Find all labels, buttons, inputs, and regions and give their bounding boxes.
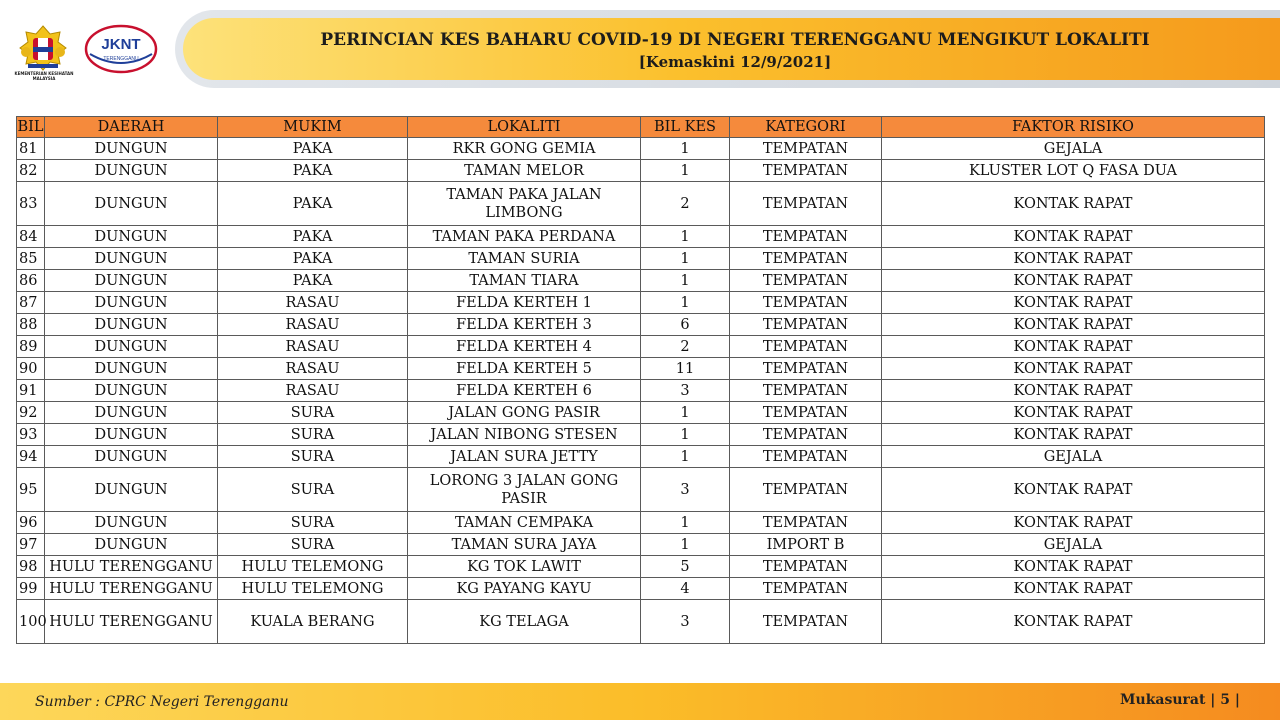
cell-daerah: DUNGUN: [45, 380, 218, 402]
cell-lokaliti: FELDA KERTEH 3: [408, 314, 641, 336]
cell-daerah: DUNGUN: [45, 182, 218, 226]
cell-lokaliti: KG PAYANG KAYU: [408, 578, 641, 600]
table-row: [17, 226, 1265, 248]
cell-daerah: DUNGUN: [45, 512, 218, 534]
cell-bil: 96: [17, 512, 45, 534]
cell-bil-kes: 1: [641, 248, 730, 270]
cell-bil: 85: [17, 248, 45, 270]
table-row: [17, 600, 1265, 644]
jknt-logo-text: JKNT: [101, 36, 141, 53]
cell-kategori: TEMPATAN: [730, 556, 882, 578]
cell-daerah: DUNGUN: [45, 270, 218, 292]
cell-bil: 90: [17, 358, 45, 380]
cell-daerah: HULU TERENGGANU: [45, 578, 218, 600]
cell-faktor-risiko: KONTAK RAPAT: [882, 226, 1265, 248]
cell-daerah: DUNGUN: [45, 534, 218, 556]
cell-bil-kes: 1: [641, 226, 730, 248]
cell-bil-kes: 1: [641, 512, 730, 534]
cell-lokaliti: FELDA KERTEH 6: [408, 380, 641, 402]
cell-lokaliti: FELDA KERTEH 5: [408, 358, 641, 380]
cell-daerah: DUNGUN: [45, 226, 218, 248]
cell-bil: 95: [17, 468, 45, 512]
cell-mukim: SURA: [218, 468, 408, 512]
cell-lokaliti: TAMAN SURA JAYA: [408, 534, 641, 556]
cell-faktor-risiko: KONTAK RAPAT: [882, 182, 1265, 226]
cell-mukim: SURA: [218, 402, 408, 424]
cell-bil-kes: 1: [641, 534, 730, 556]
page-label: Mukasurat: [1120, 692, 1206, 708]
cell-kategori: TEMPATAN: [730, 424, 882, 446]
cell-bil: 84: [17, 226, 45, 248]
cell-kategori: TEMPATAN: [730, 578, 882, 600]
cell-mukim: RASAU: [218, 314, 408, 336]
cell-daerah: DUNGUN: [45, 402, 218, 424]
cell-mukim: SURA: [218, 534, 408, 556]
cell-daerah: HULU TERENGGANU: [45, 556, 218, 578]
cell-kategori: TEMPATAN: [730, 600, 882, 644]
cell-mukim: KUALA BERANG: [218, 600, 408, 644]
cell-kategori: TEMPATAN: [730, 226, 882, 248]
cell-bil-kes: 1: [641, 292, 730, 314]
kkm-logo-caption: KEMENTERIAN KESIHATAN MALAYSIA: [14, 71, 74, 81]
cell-mukim: SURA: [218, 512, 408, 534]
cell-bil-kes: 1: [641, 446, 730, 468]
cell-bil: 86: [17, 270, 45, 292]
cell-faktor-risiko: KLUSTER LOT Q FASA DUA: [882, 160, 1265, 182]
cell-daerah: DUNGUN: [45, 292, 218, 314]
cell-lokaliti: JALAN GONG PASIR: [408, 402, 641, 424]
cell-kategori: TEMPATAN: [730, 138, 882, 160]
cell-mukim: PAKA: [218, 182, 408, 226]
cell-lokaliti: JALAN NIBONG STESEN: [408, 424, 641, 446]
jknt-logo: [84, 24, 158, 74]
table-row: [17, 248, 1265, 270]
cell-mukim: RASAU: [218, 358, 408, 380]
cell-kategori: TEMPATAN: [730, 292, 882, 314]
cell-mukim: PAKA: [218, 248, 408, 270]
cell-bil-kes: 6: [641, 314, 730, 336]
table-row: [17, 424, 1265, 446]
cell-daerah: DUNGUN: [45, 446, 218, 468]
cell-daerah: DUNGUN: [45, 160, 218, 182]
cell-mukim: PAKA: [218, 138, 408, 160]
cell-bil: 88: [17, 314, 45, 336]
cell-faktor-risiko: KONTAK RAPAT: [882, 358, 1265, 380]
cell-kategori: TEMPATAN: [730, 380, 882, 402]
cell-faktor-risiko: KONTAK RAPAT: [882, 380, 1265, 402]
cell-daerah: HULU TERENGGANU: [45, 600, 218, 644]
cell-lokaliti: FELDA KERTEH 1: [408, 292, 641, 314]
cell-faktor-risiko: GEJALA: [882, 138, 1265, 160]
cell-faktor-risiko: KONTAK RAPAT: [882, 512, 1265, 534]
cell-lokaliti: JALAN SURA JETTY: [408, 446, 641, 468]
table-row: [17, 138, 1265, 160]
column-header-daerah: DAERAH: [45, 117, 218, 138]
cell-faktor-risiko: KONTAK RAPAT: [882, 248, 1265, 270]
cell-kategori: TEMPATAN: [730, 248, 882, 270]
cell-daerah: DUNGUN: [45, 138, 218, 160]
cell-bil: 83: [17, 182, 45, 226]
cell-faktor-risiko: KONTAK RAPAT: [882, 468, 1265, 512]
column-header-bil-kes: BIL KES: [641, 117, 730, 138]
cell-daerah: DUNGUN: [45, 248, 218, 270]
cell-lokaliti: TAMAN MELOR: [408, 160, 641, 182]
cell-bil: 91: [17, 380, 45, 402]
cell-lokaliti: TAMAN SURIA: [408, 248, 641, 270]
cell-bil: 93: [17, 424, 45, 446]
cell-faktor-risiko: KONTAK RAPAT: [882, 424, 1265, 446]
cell-lokaliti: TAMAN CEMPAKA: [408, 512, 641, 534]
cell-bil: 81: [17, 138, 45, 160]
table-row: [17, 556, 1265, 578]
cell-lokaliti: TAMAN TIARA: [408, 270, 641, 292]
cell-mukim: RASAU: [218, 336, 408, 358]
cell-mukim: SURA: [218, 446, 408, 468]
table-row: [17, 578, 1265, 600]
table-row: [17, 314, 1265, 336]
cell-bil: 82: [17, 160, 45, 182]
table-row: [17, 270, 1265, 292]
cell-faktor-risiko: KONTAK RAPAT: [882, 336, 1265, 358]
cell-lokaliti: KG TOK LAWIT: [408, 556, 641, 578]
cell-kategori: TEMPATAN: [730, 468, 882, 512]
cell-faktor-risiko: KONTAK RAPAT: [882, 556, 1265, 578]
page-title: PERINCIAN KES BAHARU COVID-19 DI NEGERI TERENGGANU MENGIKUT LOKALITI: [320, 30, 1150, 50]
cell-kategori: TEMPATAN: [730, 358, 882, 380]
cell-mukim: HULU TELEMONG: [218, 556, 408, 578]
cell-faktor-risiko: KONTAK RAPAT: [882, 578, 1265, 600]
cell-kategori: IMPORT B: [730, 534, 882, 556]
cell-bil-kes: 1: [641, 402, 730, 424]
page-number: 5: [1220, 692, 1231, 708]
cell-lokaliti: TAMAN PAKA JALAN LIMBONG: [408, 182, 641, 226]
column-header-faktor-risiko: FAKTOR RISIKO: [882, 117, 1265, 138]
cell-bil: 89: [17, 336, 45, 358]
cell-mukim: SURA: [218, 424, 408, 446]
table-header-row: [17, 117, 1265, 138]
cell-bil-kes: 3: [641, 468, 730, 512]
cell-kategori: TEMPATAN: [730, 512, 882, 534]
cell-bil: 98: [17, 556, 45, 578]
cell-bil-kes: 1: [641, 138, 730, 160]
cell-bil: 87: [17, 292, 45, 314]
cell-mukim: PAKA: [218, 226, 408, 248]
cell-bil-kes: 3: [641, 600, 730, 644]
cell-daerah: DUNGUN: [45, 424, 218, 446]
cell-lokaliti: RKR GONG GEMIA: [408, 138, 641, 160]
column-header-lokaliti: LOKALITI: [408, 117, 641, 138]
cell-lokaliti: TAMAN PAKA PERDANA: [408, 226, 641, 248]
cell-lokaliti: FELDA KERTEH 4: [408, 336, 641, 358]
table-row: [17, 358, 1265, 380]
table-row: [17, 534, 1265, 556]
cell-bil: 94: [17, 446, 45, 468]
cell-bil-kes: 1: [641, 270, 730, 292]
table-row: [17, 468, 1265, 512]
cell-bil-kes: 11: [641, 358, 730, 380]
column-header-mukim: MUKIM: [218, 117, 408, 138]
cell-bil-kes: 4: [641, 578, 730, 600]
column-header-kategori: KATEGORI: [730, 117, 882, 138]
cell-mukim: RASAU: [218, 380, 408, 402]
cell-faktor-risiko: KONTAK RAPAT: [882, 314, 1265, 336]
cell-kategori: TEMPATAN: [730, 182, 882, 226]
cell-kategori: TEMPATAN: [730, 446, 882, 468]
table-row: [17, 182, 1265, 226]
cell-bil: 97: [17, 534, 45, 556]
cell-daerah: DUNGUN: [45, 314, 218, 336]
cell-bil: 92: [17, 402, 45, 424]
cell-faktor-risiko: KONTAK RAPAT: [882, 402, 1265, 424]
cell-daerah: DUNGUN: [45, 468, 218, 512]
table-row: [17, 292, 1265, 314]
cell-daerah: DUNGUN: [45, 358, 218, 380]
page-subtitle: [Kemaskini 12/9/2021]: [638, 53, 832, 71]
cell-bil: 100: [17, 600, 45, 644]
cell-faktor-risiko: KONTAK RAPAT: [882, 270, 1265, 292]
cell-kategori: TEMPATAN: [730, 160, 882, 182]
cases-table: [16, 116, 1265, 644]
table-row: [17, 512, 1265, 534]
cell-kategori: TEMPATAN: [730, 402, 882, 424]
table-row: [17, 446, 1265, 468]
cell-bil-kes: 5: [641, 556, 730, 578]
footer-page-number: Mukasurat | 5 |: [1120, 692, 1240, 708]
cell-mukim: PAKA: [218, 160, 408, 182]
cell-mukim: HULU TELEMONG: [218, 578, 408, 600]
jknt-logo-subtext: TERENGGANU: [103, 56, 139, 62]
cell-kategori: TEMPATAN: [730, 314, 882, 336]
cell-bil-kes: 1: [641, 160, 730, 182]
cell-daerah: DUNGUN: [45, 336, 218, 358]
cell-faktor-risiko: KONTAK RAPAT: [882, 292, 1265, 314]
cell-bil: 99: [17, 578, 45, 600]
cell-faktor-risiko: GEJALA: [882, 534, 1265, 556]
cell-lokaliti: KG TELAGA: [408, 600, 641, 644]
table-row: [17, 402, 1265, 424]
cell-lokaliti: LORONG 3 JALAN GONG PASIR: [408, 468, 641, 512]
cell-mukim: PAKA: [218, 270, 408, 292]
cell-bil-kes: 2: [641, 336, 730, 358]
cell-bil-kes: 2: [641, 182, 730, 226]
cell-bil-kes: 1: [641, 424, 730, 446]
cell-kategori: TEMPATAN: [730, 336, 882, 358]
table-row: [17, 380, 1265, 402]
column-header-bil: BIL: [17, 117, 45, 138]
cell-kategori: TEMPATAN: [730, 270, 882, 292]
cell-faktor-risiko: KONTAK RAPAT: [882, 600, 1265, 644]
table-row: [17, 160, 1265, 182]
cell-bil-kes: 3: [641, 380, 730, 402]
footer-source: Sumber : CPRC Negeri Terengganu: [35, 694, 289, 710]
table-row: [17, 336, 1265, 358]
cell-faktor-risiko: GEJALA: [882, 446, 1265, 468]
cell-mukim: RASAU: [218, 292, 408, 314]
